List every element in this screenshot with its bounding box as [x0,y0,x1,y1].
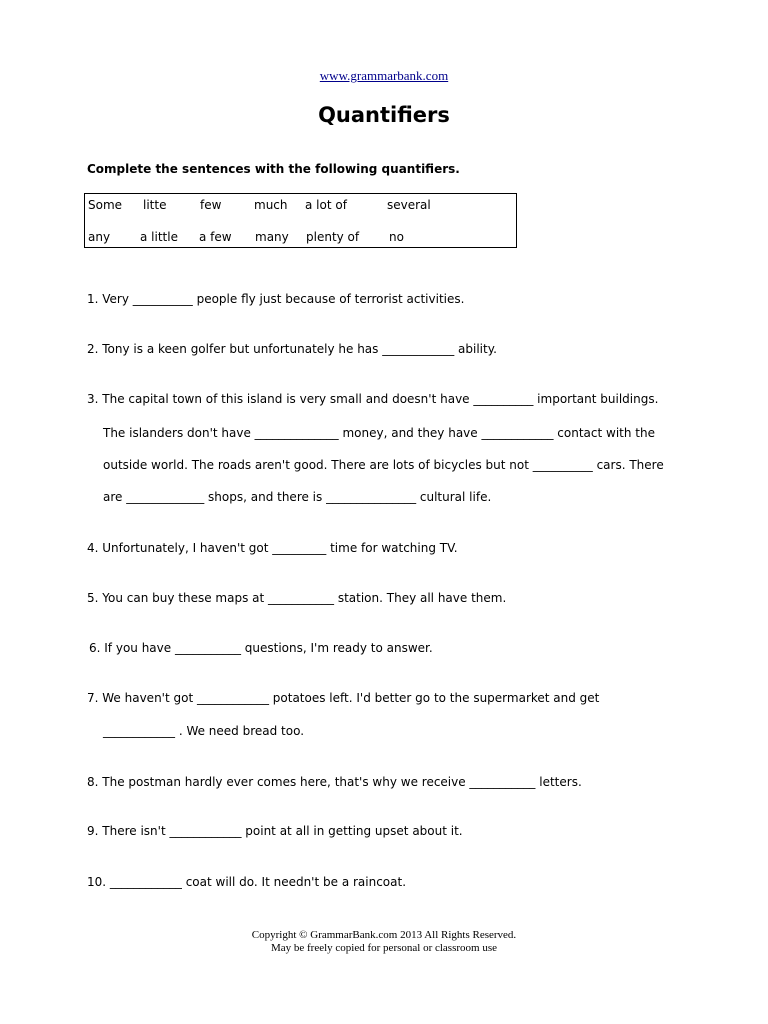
word-some: Some [88,198,123,212]
page-title: Quantifiers [318,103,450,127]
question-3-line-2: The islanders don't have ______________ money, and they have ____________ contact with the [103,426,655,440]
question-3-line-1: 3. The capital town of this island is very small and doesn't have __________ important buildings. [87,392,659,406]
question-4: 4. Unfortunately, I haven't got _________ time for watching TV. [87,541,458,555]
question-5: 5. You can buy these maps at ___________ station. They all have them. [87,591,507,605]
question-6: 6. If you have ___________ questions, I'm ready to answer. [89,641,433,655]
word-no: no [389,230,404,244]
word-a-little: a little [140,230,178,244]
word-several: several [387,198,431,212]
word-any: any [88,230,111,244]
question-7-line-2: ____________ . We need bread too. [103,724,305,738]
instruction-text: Complete the sentences with the following quantifiers. [87,162,460,176]
word-few: few [200,198,222,212]
question-1: 1. Very __________ people fly just because of terrorist activities. [87,292,465,306]
question-3-line-4: are _____________ shops, and there is _______________ cultural life. [103,490,492,504]
word-litte: litte [143,198,167,212]
word-many: many [255,230,289,244]
site-link[interactable]: www.grammarbank.com [319,68,449,83]
question-3-line-3: outside world. The roads aren't good. There are lots of bicycles but not __________ cars. There [103,458,664,472]
question-10: 10. ____________ coat will do. It needn't be a raincoat. [87,875,407,889]
question-7-line-1: 7. We haven't got ____________ potatoes left. I'd better go to the supermarket and get [87,691,600,705]
footer-note: May be freely copied for personal or classroom use [270,942,498,954]
quantifier-word-box [84,193,517,248]
word-much: much [254,198,288,212]
question-8: 8. The postman hardly ever comes here, that's why we receive ___________ letters. [87,775,582,789]
footer-copyright: Copyright © GrammarBank.com 2013 All Rights Reserved. [251,929,517,941]
question-2: 2. Tony is a keen golfer but unfortunately he has ____________ ability. [87,342,497,356]
word-a-few: a few [199,230,232,244]
word-plenty-of: plenty of [306,230,360,244]
word-a-lot-of: a lot of [305,198,347,212]
question-9: 9. There isn't ____________ point at all in getting upset about it. [87,824,463,838]
